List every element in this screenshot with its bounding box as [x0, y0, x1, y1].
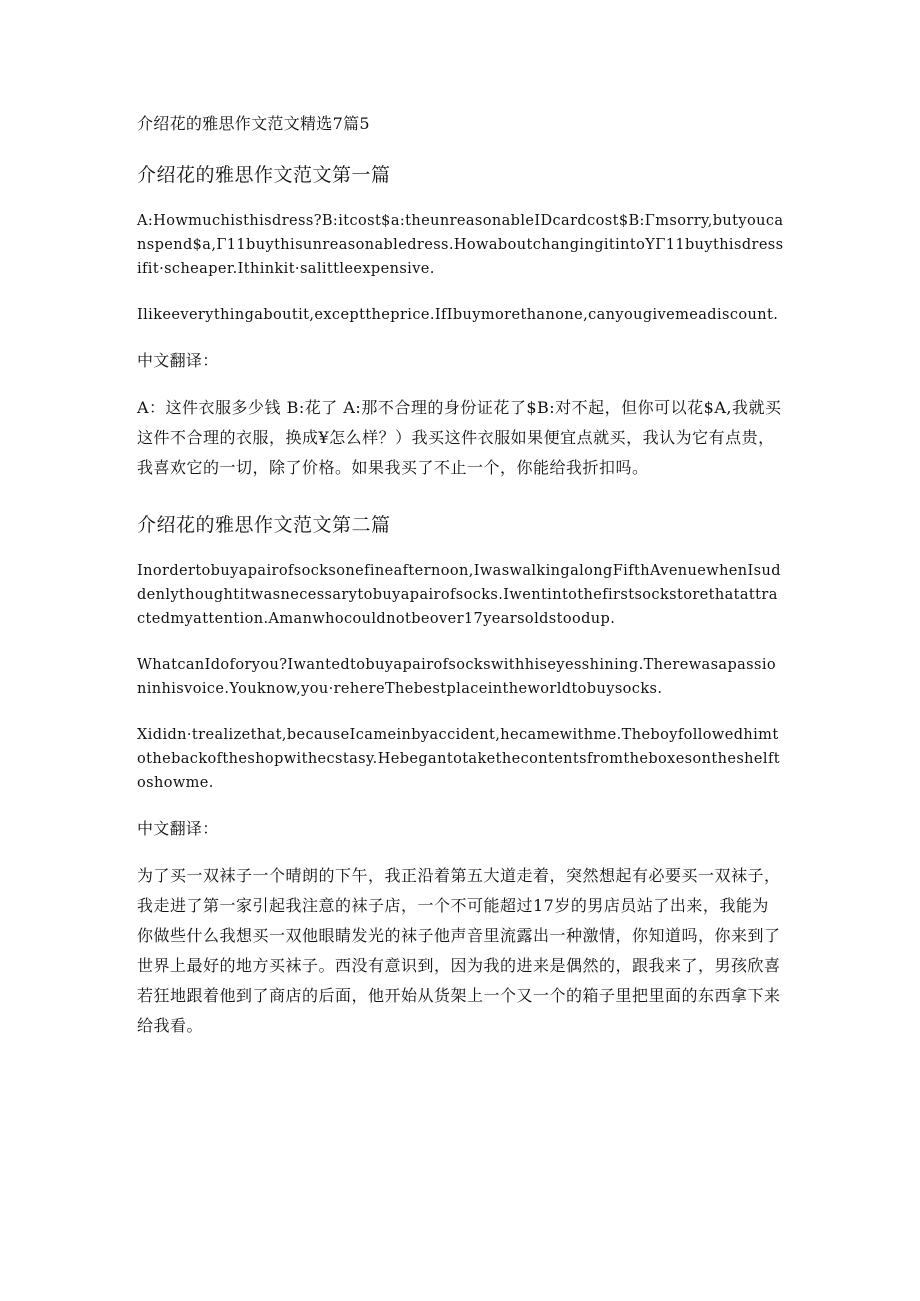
section-two-english-paragraph-1: Inordertobuyapairofsocksonefineafternoon,IwaswalkingalongFifthAvenuewhenIsuddenlythoughtitwasnecessarytobuyapairofsocks.Iwentintothefirstsockstorethatattractedmyattention.Amanwhocouldnotbeover17yearsoldstoodup.: [137, 563, 781, 627]
section-two-english-paragraph-2: WhatcanIdoforyou?Iwantedtobuyapairofsockswithhiseyesshining.Therewasapassioninhisvoice.Youknow,you·rehereThebestplaceintheworldtobuysocks.: [137, 657, 777, 697]
section-two-english-paragraph-3: Xididn·trealizethat,becauseIcameinbyaccident,hecamewithme.Theboyfollowedhimtothebackoftheshopwithecstasy.Hebegantotakethecontentsfromtheboxesontheshelftoshowme.: [137, 727, 780, 791]
section-two: [137, 511, 785, 1041]
document-title: 介绍花的雅思作文范文精选7篇5: [137, 114, 370, 133]
section-one: [137, 161, 785, 483]
document-content: [137, 112, 785, 1063]
section-one-english-paragraph-2: Ilikeeverythingaboutit,excepttheprice.IfIbuymorethanone,canyougivemeadiscount.: [137, 307, 779, 323]
section-one-heading: 介绍花的雅思作文范文第一篇: [137, 164, 391, 186]
section-one-english-paragraph-1: A:Howmuchisthisdress?B:itcost$a:theunreasonableIDcardcost$B:Γmsorry,butyoucanspend$a,Γ11buythisunreasonabledress.HowaboutchangingitintoYΓ11buythisdressifit·scheaper.Ithinkit·salittleexpensive.: [137, 213, 784, 277]
section-two-translation-label: 中文翻译：: [137, 819, 219, 838]
section-two-chinese-translation: 为了买一双袜子一个晴朗的下午，我正沿着第五大道走着，突然想起有必要买一双袜子，我走进了第一家引起我注意的袜子店，一个不可能超过17岁的男店员站了出来，我能为你做些什么我想买一双他眼睛发光的袜子他声音里流露出一种激情，你知道吗，你来到了世界上最好的地方买袜子。西没有意识到，因为我的进来是偶然的，跟我来了，男孩欣喜若狂地跟着他到了商店的后面，他开始从货架上一个又一个的箱子里把里面的东西拿下来给我看。: [137, 866, 781, 1035]
section-two-heading: 介绍花的雅思作文范文第二篇: [137, 514, 391, 536]
section-one-translation-label: 中文翻译：: [137, 351, 219, 370]
section-one-chinese-translation: A：这件衣服多少钱 B:花了 A:那不合理的身份证花了$B:对不起，但你可以花$A,我就买这件不合理的衣服，换成¥怎么样？）我买这件衣服如果便宜点就买，我认为它有点贵，我喜欢它的一切，除了价格。如果我买了不止一个，你能给我折扣吗。: [137, 398, 782, 477]
